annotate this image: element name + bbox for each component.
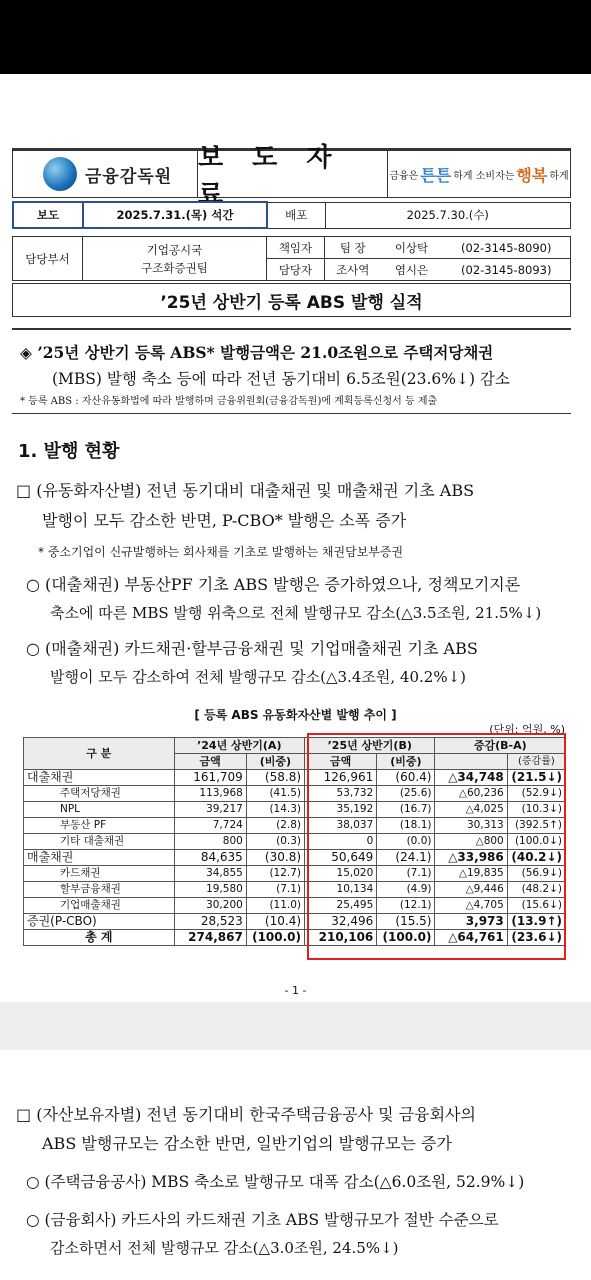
table-caption: [ 등록 ABS 유동화자산별 발행 추이 ] <box>194 708 397 722</box>
p2-para-1-line-1: □ (자산보유자별) 전년 동기대비 한국주택금융공사 및 금융회사의 <box>16 1105 476 1124</box>
table-row <box>24 834 566 850</box>
col-amount-b: 금액 <box>305 754 377 770</box>
cell-dr: (52.9↓) <box>507 786 565 802</box>
para-1-note: * 중소기업이 신규발행하는 회사채를 기초로 발행하는 채권담보부증권 <box>38 545 404 559</box>
cell-d: △4,705 <box>435 898 507 914</box>
col-period-a: ’24년 상반기(A) <box>174 738 304 754</box>
cell-a: 19,580 <box>174 882 246 898</box>
cell-dr: (23.6↓) <box>507 930 565 946</box>
col-period-b: ’25년 상반기(B) <box>305 738 435 754</box>
cell-ar: (12.7) <box>246 866 304 882</box>
cell-b: 50,649 <box>305 850 377 866</box>
col-category: 구 분 <box>24 738 175 770</box>
press-release-header <box>12 143 571 210</box>
status-bar <box>0 0 591 74</box>
cell-ar: (11.0) <box>246 898 304 914</box>
cell-br: (7.1) <box>377 866 435 882</box>
cell-br: (0.0) <box>377 834 435 850</box>
cell-br: (12.1) <box>377 898 435 914</box>
cell-a: 39,217 <box>174 802 246 818</box>
release-value: 2025.7.31.(목) 석간 <box>83 202 267 228</box>
row-label: 대출채권 <box>24 770 175 786</box>
row-label: 주택저당채권 <box>24 786 175 802</box>
table-row <box>24 898 566 914</box>
row-label: NPL <box>24 802 175 818</box>
page-number: - 1 - <box>284 984 307 997</box>
cell-dr: (392.5↑) <box>507 818 565 834</box>
row-label: 할부금융채권 <box>24 882 175 898</box>
cell-b: 210,106 <box>305 930 377 946</box>
table-body <box>24 770 566 946</box>
row-label: 부동산 PF <box>24 818 175 834</box>
cell-dr: (40.2↓) <box>507 850 565 866</box>
cell-d: △64,761 <box>435 930 507 946</box>
cell-dr: (13.9↑) <box>507 914 565 930</box>
cell-d: △800 <box>435 834 507 850</box>
cell-d: △33,986 <box>435 850 507 866</box>
table-row <box>24 850 566 866</box>
row-label: 기타 대출채권 <box>24 834 175 850</box>
table-unit: (단위: 억원, %) <box>489 723 565 736</box>
cell-d: △9,446 <box>435 882 507 898</box>
cell-d: △19,835 <box>435 866 507 882</box>
cell-a: 28,523 <box>174 914 246 930</box>
cell-b: 32,496 <box>305 914 377 930</box>
p2-para-3-line-1: ○ (금융회사) 카드사의 카드채권 기초 ABS 발행규모가 절반 수준으로 <box>26 1211 499 1229</box>
row-label: 매출채권 <box>24 850 175 866</box>
p2-para-1-line-2: ABS 발행규모는 감소한 반면, 일반기업의 발행규모는 증가 <box>42 1134 452 1153</box>
org-name: 금융감독원 <box>85 166 173 187</box>
cell-d: △60,236 <box>435 786 507 802</box>
summary-line-1: ◈ ’25년 상반기 등록 ABS* 발행금액은 21.0조원으로 주택저당채권 <box>20 343 494 362</box>
col-diff <box>435 754 507 770</box>
page-gap <box>0 1002 591 1050</box>
report-title: ’25년 상반기 등록 ABS 발행 실적 <box>12 283 571 317</box>
cell-br: (24.1) <box>377 850 435 866</box>
table-row <box>24 914 566 930</box>
row-label: 총 계 <box>24 930 175 946</box>
slogan-mid: 하게 소비자는 <box>453 170 515 182</box>
cell-dr: (15.6↓) <box>507 898 565 914</box>
cell-dr: (10.3↓) <box>507 802 565 818</box>
cell-a: 7,724 <box>174 818 246 834</box>
cell-a: 274,867 <box>174 930 246 946</box>
dept-line-1: 기업공시국 <box>146 242 203 257</box>
cell-b: 35,192 <box>305 802 377 818</box>
para-3-line-1: ○ (매출채권) 카드채권·할부금융채권 및 기업매출채권 기초 ABS <box>26 639 478 658</box>
cell-a: 161,709 <box>174 770 246 786</box>
cell-d: △34,748 <box>435 770 507 786</box>
fss-globe-icon <box>43 157 77 191</box>
cell-dr: (56.9↓) <box>507 866 565 882</box>
cell-dr: (100.0↓) <box>507 834 565 850</box>
release-table <box>12 201 571 229</box>
cell-ar: (14.3) <box>246 802 304 818</box>
cell-ar: (41.5) <box>246 786 304 802</box>
row-label: 카드채권 <box>24 866 175 882</box>
cell-a: 30,200 <box>174 898 246 914</box>
para-1-line-2: 발행이 모두 감소한 반면, P-CBO* 발행은 소폭 증가 <box>42 511 407 530</box>
dept-line-2: 구조화증권팀 <box>141 260 208 275</box>
table-row <box>24 818 566 834</box>
col-amount-a: 금액 <box>174 754 246 770</box>
cell-b: 25,495 <box>305 898 377 914</box>
section-heading: 1. 발행 현황 <box>18 441 120 462</box>
cell-b: 126,961 <box>305 770 377 786</box>
para-2-line-2: 축소에 따른 MBS 발행 위축으로 전체 발행규모 감소(△3.5조원, 21.5%↓) <box>50 604 542 622</box>
doc-title: 보 도 자 료 <box>198 151 388 197</box>
cell-br: (100.0) <box>377 930 435 946</box>
staff-label: 담당자 <box>267 259 325 281</box>
slogan-pre: 금융은 <box>389 170 419 182</box>
summary-box <box>12 328 571 414</box>
cell-ar: (7.1) <box>246 882 304 898</box>
cell-a: 84,635 <box>174 850 246 866</box>
distribute-label: 배포 <box>267 202 325 228</box>
cell-ar: (30.8) <box>246 850 304 866</box>
staff-phone: (02-3145-8093) <box>443 259 571 281</box>
col-rate: (증감률) <box>507 754 565 770</box>
staff-role: 조사역 <box>325 259 381 281</box>
cell-d: 3,973 <box>435 914 507 930</box>
para-3-line-2: 발행이 모두 감소하여 전체 발행규모 감소(△3.4조원, 40.2%↓) <box>50 668 467 686</box>
resp-label: 책임자 <box>267 237 325 259</box>
p2-para-2-line-1: ○ (주택금융공사) MBS 축소로 발행규모 대폭 감소(△6.0조원, 52.9%↓) <box>26 1173 525 1191</box>
table-row <box>24 866 566 882</box>
cell-dr: (48.2↓) <box>507 882 565 898</box>
distribute-value: 2025.7.30.(수) <box>325 202 571 228</box>
cell-ar: (2.8) <box>246 818 304 834</box>
col-ratio-b: (비중) <box>377 754 435 770</box>
cell-b: 15,020 <box>305 866 377 882</box>
contact-table <box>12 236 571 281</box>
cell-b: 0 <box>305 834 377 850</box>
col-change: 증감(B-A) <box>435 738 566 754</box>
cell-br: (4.9) <box>377 882 435 898</box>
table-row <box>24 930 566 946</box>
resp-phone: (02-3145-8090) <box>443 237 571 259</box>
row-label: 기업매출채권 <box>24 898 175 914</box>
resp-role: 팀 장 <box>325 237 381 259</box>
table-row <box>24 770 566 786</box>
table-row <box>24 802 566 818</box>
cell-br: (25.6) <box>377 786 435 802</box>
cell-br: (60.4) <box>377 770 435 786</box>
summary-line-2: (MBS) 발행 축소 등에 따라 전년 동기대비 6.5조원(23.6%↓) 감소 <box>52 370 510 388</box>
cell-br: (16.7) <box>377 802 435 818</box>
cell-ar: (0.3) <box>246 834 304 850</box>
table-row <box>24 786 566 802</box>
dept-label: 담당부서 <box>13 237 83 281</box>
slogan <box>388 151 570 197</box>
release-label: 보도 <box>13 202 83 228</box>
cell-b: 38,037 <box>305 818 377 834</box>
p2-para-3-line-2: 감소하면서 전체 발행규모 감소(△3.0조원, 24.5%↓) <box>50 1239 399 1257</box>
cell-ar: (10.4) <box>246 914 304 930</box>
cell-dr: (21.5↓) <box>507 770 565 786</box>
cell-d: △4,025 <box>435 802 507 818</box>
cell-a: 34,855 <box>174 866 246 882</box>
para-2-line-1: ○ (대출채권) 부동산PF 기초 ABS 발행은 증가하였으나, 정책모기지론 <box>26 575 521 594</box>
fss-logo <box>13 151 198 197</box>
col-ratio-a: (비중) <box>246 754 304 770</box>
cell-a: 113,968 <box>174 786 246 802</box>
slogan-word-1: 튼튼 <box>420 165 452 185</box>
cell-br: (15.5) <box>377 914 435 930</box>
cell-a: 800 <box>174 834 246 850</box>
staff-name: 염시은 <box>381 259 443 281</box>
table-row <box>24 882 566 898</box>
slogan-post: 하게 <box>549 170 569 182</box>
cell-d: 30,313 <box>435 818 507 834</box>
resp-name: 이상탁 <box>381 237 443 259</box>
abs-issuance-table <box>23 737 566 946</box>
para-1-line-1: □ (유동화자산별) 전년 동기대비 대출채권 및 매출채권 기초 ABS <box>16 481 475 500</box>
row-label: 증권(P-CBO) <box>24 914 175 930</box>
summary-note: * 등록 ABS : 자산유동화법에 따라 발행하며 금융위원회(금융감독원)에 계획등록신청서 등 제출 <box>20 396 438 407</box>
dept-value <box>83 237 267 281</box>
cell-b: 10,134 <box>305 882 377 898</box>
slogan-word-2: 행복 <box>516 165 548 185</box>
cell-ar: (100.0) <box>246 930 304 946</box>
cell-ar: (58.8) <box>246 770 304 786</box>
cell-br: (18.1) <box>377 818 435 834</box>
cell-b: 53,732 <box>305 786 377 802</box>
